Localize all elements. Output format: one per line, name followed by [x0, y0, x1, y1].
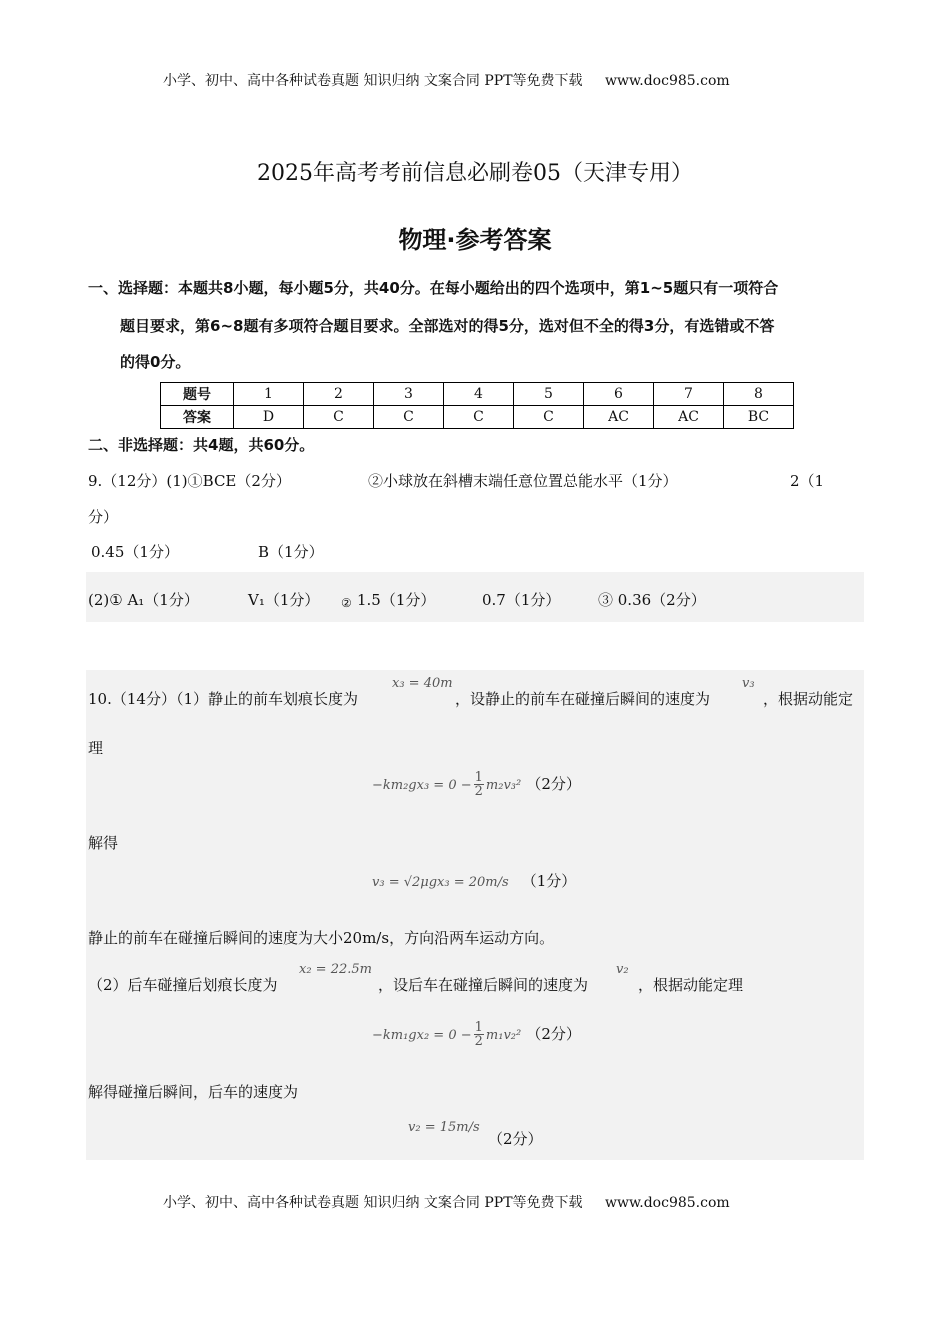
table-header-number: 题号	[161, 383, 234, 406]
eq3-right: m₁v₂²	[485, 1028, 522, 1043]
eq1-denominator: 2	[474, 784, 483, 799]
q10-p2b: ，设后车在碰撞后瞬间的速度为	[378, 976, 589, 994]
q10-p1d: 理	[88, 739, 104, 757]
q9-part2-c: 1.5（1分）	[357, 591, 436, 609]
q9-part2-d: 0.7（1分）	[482, 591, 561, 609]
q10-conclusion1: 静止的前车在碰撞后瞬间的速度为大小20m/s，方向沿两车运动方向。	[88, 929, 555, 947]
eq1-score: （2分）	[526, 775, 581, 793]
eq2-text: v₃ = √2μgx₃ = 20m/s	[372, 875, 509, 890]
table-cell: BC	[724, 406, 794, 429]
table-cell: 7	[654, 383, 724, 406]
q10-solve1: 解得	[88, 834, 119, 852]
table-cell: AC	[654, 406, 724, 429]
page-footer	[163, 1192, 730, 1212]
eq1-numerator: 1	[474, 770, 483, 785]
answer-table	[160, 382, 794, 429]
table-cell: 6	[584, 383, 654, 406]
q9-part1-e: 0.45（1分）	[91, 543, 179, 561]
table-row-answers	[161, 406, 794, 429]
table-cell: C	[514, 406, 584, 429]
q10-p2a: （2）后车碰撞后划痕长度为	[88, 976, 278, 994]
section1-line3: 的得0分。	[120, 353, 191, 371]
q10-equation-4	[408, 1116, 480, 1135]
page-header	[163, 70, 730, 90]
eq4-score: （2分）	[488, 1130, 543, 1148]
table-row-numbers	[161, 383, 794, 406]
q9-part1-d: 分）	[88, 508, 119, 526]
q10-math-x2: x₂ = 22.5m	[299, 962, 372, 977]
page-title: 2025年高考考前信息必刷卷05（天津专用）	[257, 161, 693, 186]
q9-part1-c: 2（1	[790, 472, 825, 490]
eq4-text: v₂ = 15m/s	[408, 1120, 480, 1135]
q9-part1-a: 9.（12分）(1)①BCE（2分）	[88, 472, 291, 490]
table-header-answer: 答案	[161, 406, 234, 429]
q9-part2-block	[86, 572, 864, 622]
eq3-left: −km₁gx₂ = 0 −	[372, 1028, 472, 1043]
table-cell: C	[304, 406, 374, 429]
q9-part2-a: (2)① A₁（1分）	[88, 591, 199, 609]
table-cell: C	[374, 406, 444, 429]
table-cell: C	[444, 406, 514, 429]
q9-part2-b: V₁（1分）	[248, 591, 320, 609]
table-cell: 3	[374, 383, 444, 406]
q10-solve2: 解得碰撞后瞬间，后车的速度为	[88, 1083, 299, 1101]
table-cell: 8	[724, 383, 794, 406]
q10-math-v2: v₂	[616, 962, 629, 977]
q10-p1b: ，设静止的前车在碰撞后瞬间的速度为	[455, 690, 711, 708]
eq3-numerator: 1	[474, 1020, 483, 1035]
q10-p2c: ，根据动能定理	[638, 976, 744, 994]
q10-equation-3	[372, 1021, 581, 1048]
section2-heading: 二、非选择题：共4题，共60分。	[88, 436, 315, 454]
eq1-left: −km₂gx₃ = 0 −	[372, 778, 472, 793]
q9-part1-b: ②小球放在斜槽末端任意位置总能水平（1分）	[368, 472, 678, 490]
q9-part2-circle: ②	[341, 596, 352, 610]
q9-part1-f: B（1分）	[258, 543, 324, 561]
table-cell: D	[234, 406, 304, 429]
q9-part2-e: ③ 0.36（2分）	[598, 591, 706, 609]
table-cell: AC	[584, 406, 654, 429]
footer-url[interactable]: www.doc985.com	[604, 1195, 730, 1211]
table-cell: 1	[234, 383, 304, 406]
q10-equation-1	[372, 771, 581, 798]
eq3-denominator: 2	[474, 1034, 483, 1049]
eq1-right: m₂v₃²	[485, 778, 522, 793]
q10-math-v3: v₃	[742, 676, 755, 691]
eq2-score: （1分）	[521, 872, 577, 890]
q10-p1c: ，根据动能定	[763, 690, 854, 708]
section1-line2: 题目要求，第6~8题有多项符合题目要求。全部选对的得5分，选对但不全的得3分，有选错或不答	[120, 317, 775, 335]
table-cell: 4	[444, 383, 514, 406]
header-url[interactable]: www.doc985.com	[604, 73, 730, 89]
table-cell: 5	[514, 383, 584, 406]
q10-p1a: 10.（14分）（1）静止的前车划痕长度为	[88, 690, 358, 708]
header-text: 小学、初中、高中各种试卷真题 知识归纳 文案合同 PPT等免费下载	[163, 73, 583, 89]
section1-line1: 一、选择题：本题共8小题，每小题5分，共40分。在每小题给出的四个选项中，第1~5题只有一项符合	[88, 279, 779, 297]
q10-math-x3: x₃ = 40m	[392, 676, 453, 691]
eq3-score: （2分）	[526, 1025, 581, 1043]
q10-equation-2	[372, 870, 576, 891]
page-subtitle: 物理·参考答案	[398, 226, 552, 254]
table-cell: 2	[304, 383, 374, 406]
footer-text: 小学、初中、高中各种试卷真题 知识归纳 文案合同 PPT等免费下载	[163, 1195, 583, 1211]
